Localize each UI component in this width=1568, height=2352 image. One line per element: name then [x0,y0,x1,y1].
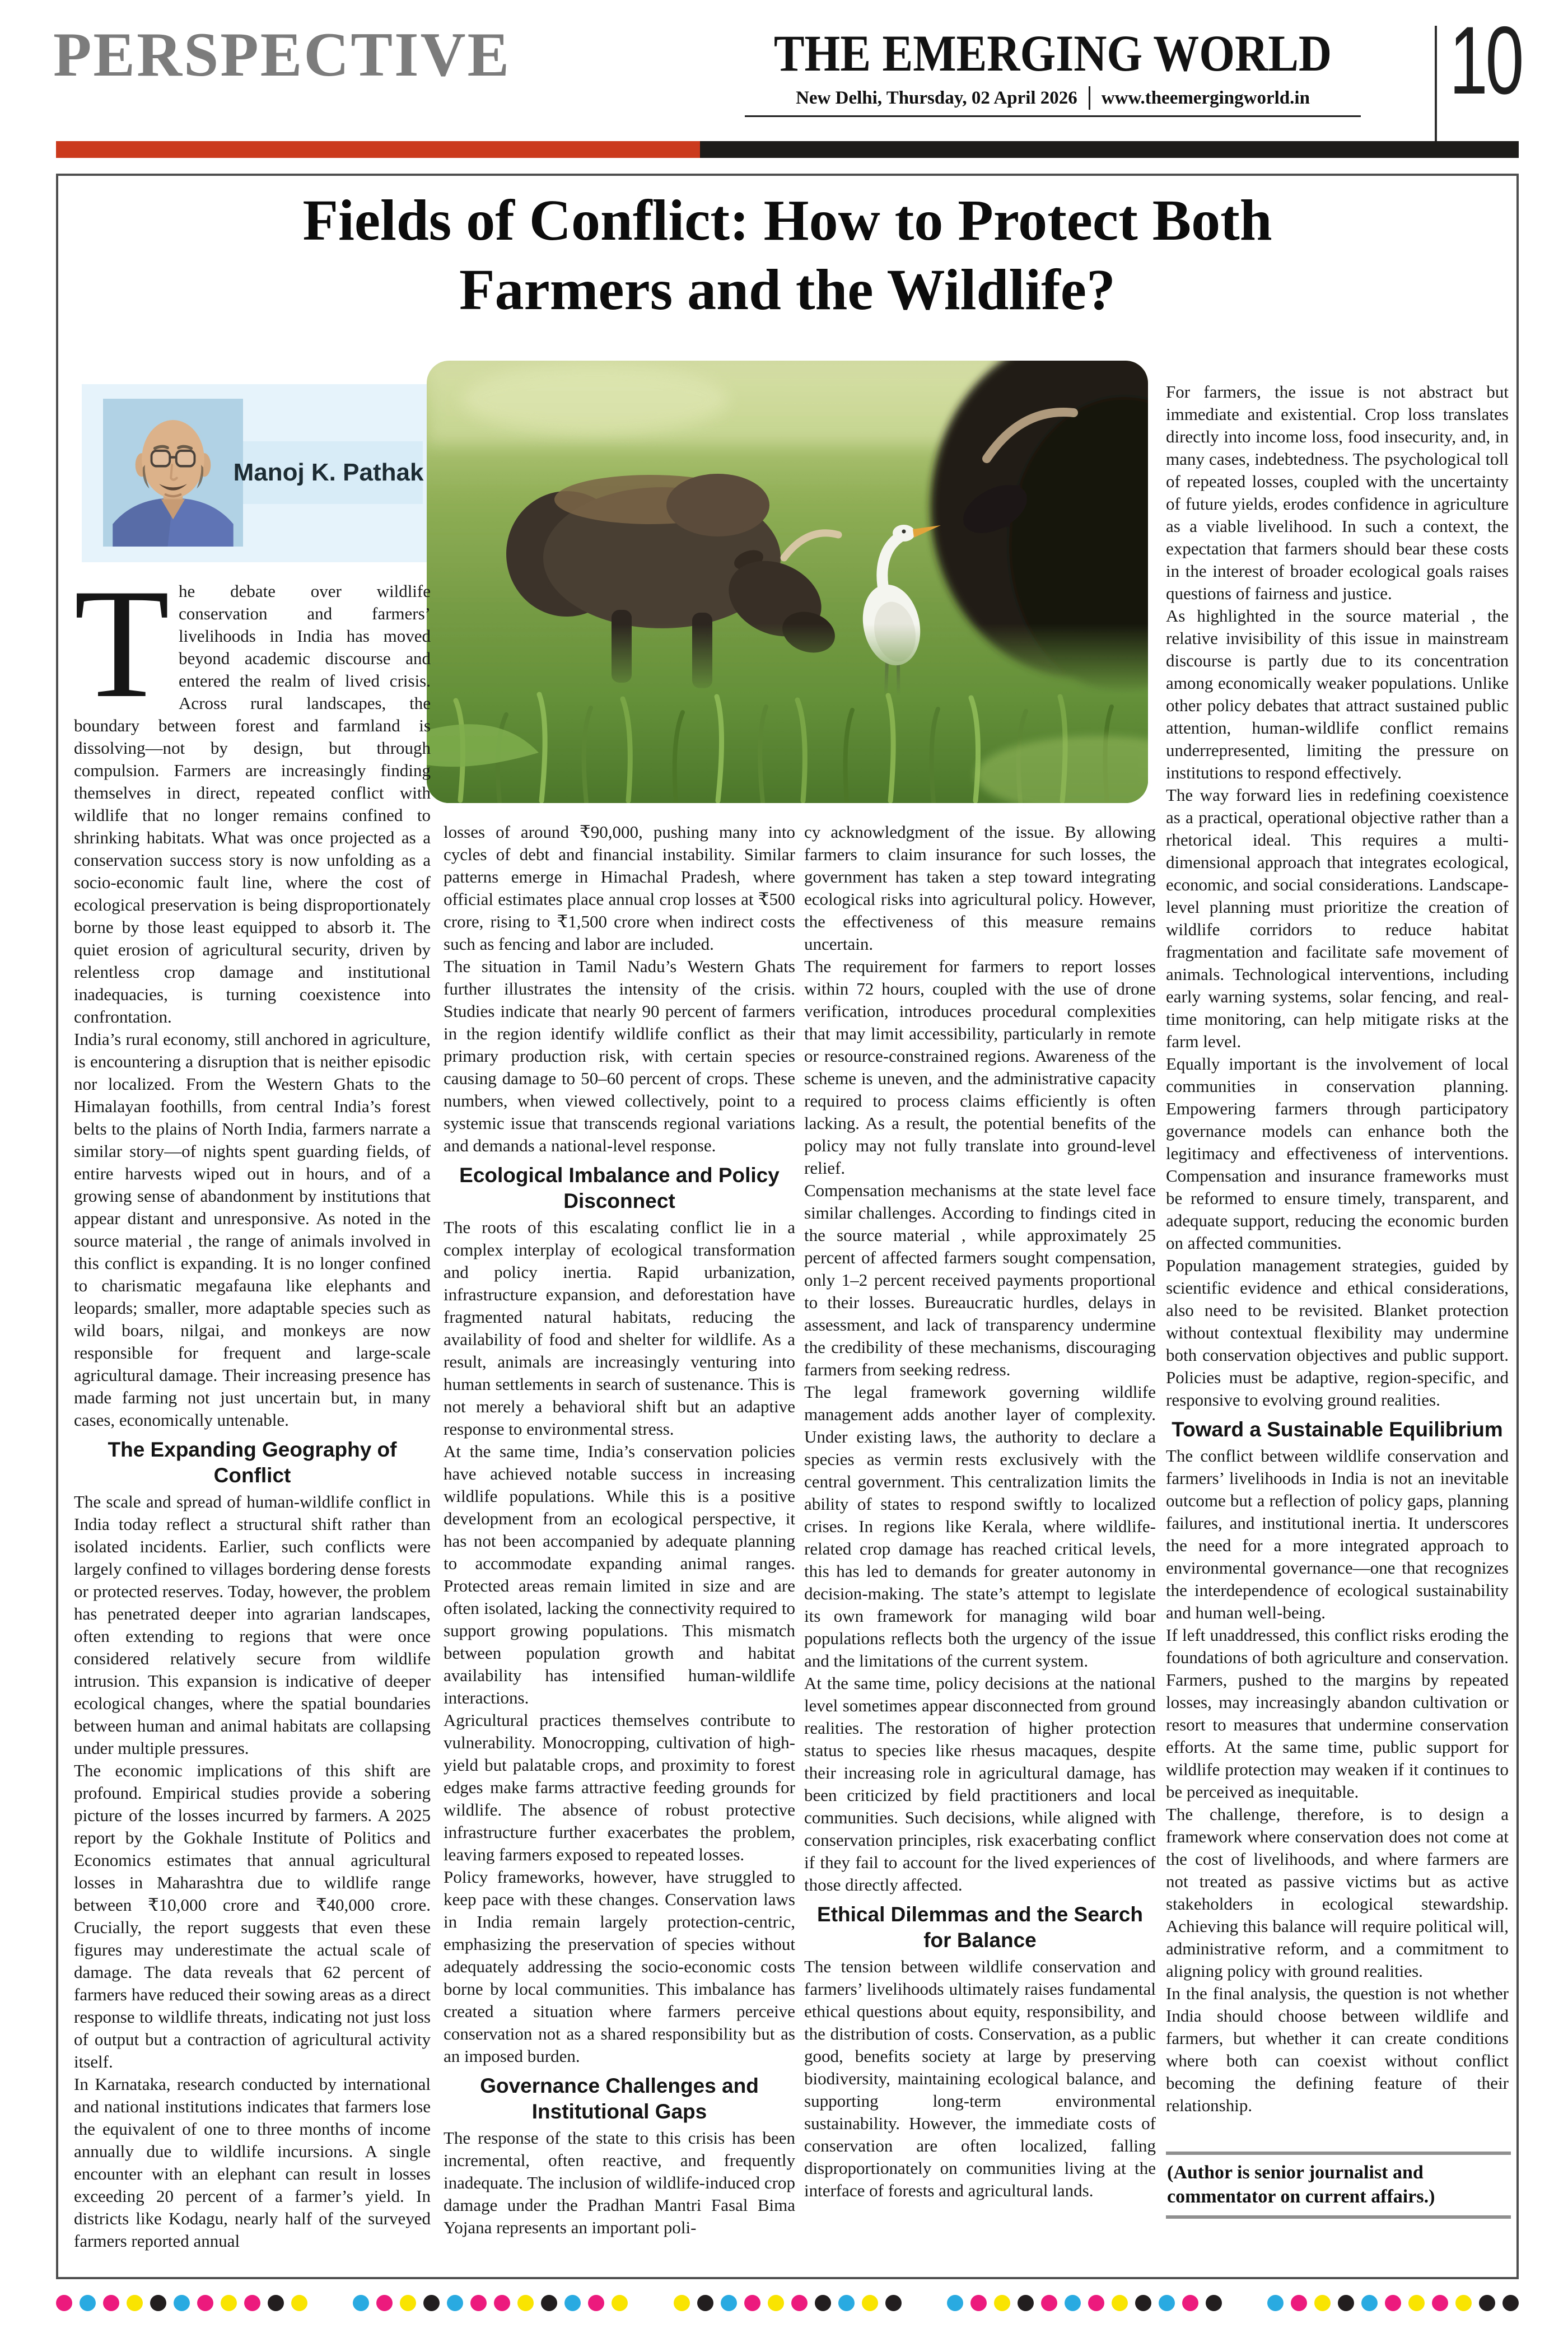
body-paragraph: The situation in Tamil Nadu’s Western Ghats further illustrates the intensity of the crisis. Studies indicate that nearly 90 percent of farmers in the region identify wildlife conflict as their primary production risk, with certain species causing damage to 50–60 percent of crops. These numbers, when viewed collectively, point to a systemic issue that transcends regional variations and demands a national-level response. [444,956,795,1155]
registration-dot [1479,2295,1495,2311]
article-column-2 [444,821,795,2271]
body-paragraph: The economic implications of this shift are profound. Empirical studies provide a sobering picture of the losses incurred by farmers. A 2025 report by the Gokhale Institute of Politics and Economics estimates that annual agricultural losses in Maharashtra due to wildlife range between ₹10,000 crore and ₹40,000 crore. Crucially, the report suggests that even these figures may underestimate the actual scale of damage. The data reveals that 62 percent of farmers have reduced their sowing areas as a direct response to wildlife threats, indicating not just loss of output but a contraction of agricultural activity itself. [74,1761,431,2071]
registration-dot [970,2295,987,2311]
body-paragraph: The conflict between wildlife conservation and farmers’ livelihoods in India is not an inevitable outcome but a reflection of policy gaps, planning failures, and institutional inertia. It underscores the need for a more integrated approach to environmental governance—one that recognizes the interdependence of ecological sustainability and human well-being. [1166,1446,1509,1622]
registration-dot [80,2295,96,2311]
body-paragraph: Policy frameworks, however, have struggled to keep pace with these changes. Conservation laws in India remain largely protection-centric, emphasizing the preservation of species without adequately addressing the socio-economic costs borne by local communities. This imbalance has created a situation where farmers perceive conservation not as a shared responsibility but as an imposed burden. [444,1867,795,2066]
registration-dot [1112,2295,1128,2311]
registration-dot [815,2295,831,2311]
registration-dot [791,2295,808,2311]
article-box [56,174,1519,2279]
body-paragraph: cy acknowledgment of the issue. By allowing farmers to claim insurance for such losses, the government has taken a step toward integrating ecological risks into agricultural policy. However, the effectiveness of this measure remains uncertain. [804,822,1156,954]
dot-group [56,2295,307,2311]
author-credit: (Author is senior journalist and commentator on current affairs.) [1166,2152,1511,2219]
dateline-divider [1089,86,1090,110]
article-column-1 [74,580,431,2260]
body-paragraph: In the final analysis, the question is not whether India should choose between wildlife and farmers, but whether it can create conditions where both can coexist without conflict becoming the defining feature of their relationship. [1166,1984,1509,2115]
registration-dot [197,2295,213,2311]
registration-dot [838,2295,855,2311]
registration-dot [353,2295,369,2311]
registration-dot [1182,2295,1198,2311]
body-paragraph: As highlighted in the source material , the relative invisibility of this issue in mainstream discourse is partly due to its concentration among economically weaker populations. Unlike other policy debates that attract sustained public attention, human-wildlife conflict remains underrepresented, limiting the pressure on institutions to respond effectively. [1166,606,1509,782]
registration-dot [1206,2295,1222,2311]
body-paragraph: Agricultural practices themselves contribute to vulnerability. Monocropping, cultivation of high-yield but palatable crops, and proximity to forest edges make farms attractive feeding grounds for wildlife. The absence of robust protective infrastructure further exacerbates the problem, leaving farmers exposed to repeated losses. [444,1710,795,1864]
header-rule-bar [56,141,1519,158]
dot-group [674,2295,902,2311]
registration-dots [56,2295,1519,2311]
body-paragraph: The legal framework governing wildlife management adds another layer of complexity. Under existing laws, the authority to declare a species as vermin rests exclusively with the central government. This centralization limits the ability of states to respond swiftly to localized crises. In regions like Kerala, where wildlife-related crop damage has reached critical levels, this has led to demands for greater autonomy in decision-making. The state’s attempt to legislate its own framework for managing wild boar populations reflects both the urgency of the issue and the limitations of the current system. [804,1382,1156,1670]
masthead [745,25,1361,117]
body-paragraph: Equally important is the involvement of local communities in conservation planning. Empowering farmers through participatory governance models can enhance both the legitimacy and effectiveness of interventions. Compensation and insurance frameworks must be reformed to ensure timely, transparent, and adequate support, reducing the economic burden on affected communities. [1166,1054,1509,1253]
author-name: Manoj K. Pathak [233,459,424,486]
registration-dot [376,2295,393,2311]
body-paragraph: At the same time, India’s conservation policies have achieved notable success in increasing wildlife populations. While this is a positive development from an ecological perspective, it has not been accompanied by adequate planning to accommodate expanding animal ranges. Protected areas remain limited in size and are often isolated, lacking the connectivity required to support growing populations. This mismatch between population growth and habitat availability has intensified human-wildlife interactions. [444,1441,795,1707]
article-column-3 [804,821,1156,2271]
registration-dot [1455,2295,1472,2311]
body-paragraph: The way forward lies in redefining coexistence as a practical, operational objective rather than a rhetorical ideal. This requires a multi-dimensional approach that integrates ecological, economic, and social considerations. Landscape-level planning must prioritize the creation of wildlife corridors to reduce habitat fragmentation and facilitate safe movement of animals. Technological interventions, including early warning systems, solar fencing, and real-time monitoring, can help mitigate risks at the farm level. [1166,785,1509,1051]
registration-dot [56,2295,72,2311]
registration-dot [174,2295,190,2311]
body-paragraph: In Karnataka, research conducted by international and national institutions indicates that farmers lose the equivalent of one to three months of income annually due to wildlife incursions. A single encounter with an elephant can result in losses exceeding 20 percent of a farmer’s yield. In districts like Kodagu, nearly half of the surveyed farmers reported annual [74,2074,431,2251]
body-paragraph: The challenge, therefore, is to design a framework where conservation does not come at the cost of livelihoods, and where farmers are not treated as passive victims but as active stakeholders in ecological stewardship. Achieving this balance will require political will, administrative reform, and a commitment to aligning policy with ground realities. [1166,1804,1509,1981]
dateline-row [745,86,1361,117]
article-column-4 [1166,381,1509,2145]
article-headline: Fields of Conflict: How to Protect Both Farmers and the Wildlife? [302,188,1272,322]
registration-dot [1314,2295,1331,2311]
section-subheading: Ethical Dilemmas and the Search for Balance [817,1903,1143,1952]
body-paragraph: The tension between wildlife conservation and farmers’ livelihoods ultimately raises fundamental ethical questions about equity, responsibility, and the distribution of costs. Conservation, as a public good, benefits society at large by preserving biodiversity, maintaining ecological balance, and supporting long-term environmental sustainability. However, the immediate costs of conservation are often localized, falling disproportionately on communities living at the interface of forests and agricultural lands. [804,1957,1156,2200]
body-paragraph: India’s rural economy, still anchored in agriculture, is encountering a disruption that is neither episodic nor localized. From the Western Ghats to the Himalayan foothills, from central India’s forest belts to the plains of North India, farmers narrate a similar story—of nights spent guarding fields, of entire harvests wiped out in hours, and of a growing sense of abandonment by institutions that appear distant and unresponsive. As noted in the source material , the range of animals involved in this conflict is expanding. It is no longer confined to charismatic megafauna like elephants and leopards; smaller, more adaptable species such as wild boars, nilgai, and monkeys are now responsible for frequent and large-scale agricultural damage. Their increasing presence has made farming not just uncertain but, in many cases, economically untenable. [74,1029,431,1430]
header-rule-black-segment [700,141,1519,158]
registration-dot [564,2295,581,2311]
registration-dot [1291,2295,1307,2311]
body-paragraph: The debate over wildlife conservation and farmers’ livelihoods in India has moved beyond academic discourse and entered the realm of lived crisis. Across rural landscapes, the boundary between forest and farmland is dissolving—not by design, but through compulsion. Farmers are increasingly finding themselves in direct, repeated conflict with wildlife that no longer remains confined to shrinking habitats. What was once projected as a conservation success story is now unfolding as a socio-economic fault line, where the cost of ecological preservation is being disproportionately borne by those least equipped to absorb it. The quiet erosion of agricultural security, driven by relentless crop damage and institutional inadequacies, is turning coexistence into confrontation. [74,580,431,1026]
page-number-rule [1435,26,1437,142]
body-paragraph: At the same time, policy decisions at the national level sometimes appear disconnected from ground realities. The restoration of higher protection status to species like rhesus macaques, despite their increasing role in agricultural damage, has been criticized by field practitioners and local communities. Such decisions, while aligned with conservation principles, risk exacerbating conflict if they fail to account for the lived experiences of those directly affected. [804,1673,1156,1894]
section-subheading: Toward a Sustainable Equilibrium [1172,1418,1503,1441]
registration-dot [947,2295,963,2311]
registration-dot [1041,2295,1057,2311]
registration-dot [721,2295,737,2311]
registration-dot [674,2295,690,2311]
registration-dot [1385,2295,1401,2311]
registration-dot [744,2295,760,2311]
registration-dot [862,2295,878,2311]
registration-dot [268,2295,284,2311]
section-title: PERSPECTIVE [53,20,511,90]
body-paragraph: Compensation mechanisms at the state level face similar challenges. According to findings cited in the source material , while approximately 25 percent of affected farmers sought compensation, only 1–2 percent received payments proportional to their losses. Bureaucratic hurdles, delays in assessment, and lack of transparency undermine the credibility of these mechanisms, discouraging farmers from seeking redress. [804,1180,1156,1379]
website-url: www.theemergingworld.in [1101,87,1310,108]
registration-dot [470,2295,487,2311]
registration-dot [1018,2295,1034,2311]
body-paragraph: Population management strategies, guided by scientific evidence and ethical considerations, also need to be revisited. Blanket protection without contextual flexibility may undermine both conservation objectives and public support. Policies must be adaptive, region-specific, and responsive to evolving ground realities. [1166,1256,1509,1410]
registration-dot [517,2295,534,2311]
registration-dot [494,2295,510,2311]
registration-dot [1088,2295,1104,2311]
registration-dot [1361,2295,1378,2311]
section-subheading: Governance Challenges and Institutional Gaps [480,2074,759,2123]
registration-dot [400,2295,416,2311]
body-paragraph: losses of around ₹90,000, pushing many into cycles of debt and financial instability. Similar patterns emerge in Himachal Pradesh, where official estimates place annual crop losses at ₹500 crore, rising to ₹1,500 crore when indirect costs such as fencing and labor are included. [444,822,795,954]
registration-dot [1135,2295,1151,2311]
author-box [82,384,432,562]
registration-dot [612,2295,628,2311]
body-paragraph: The roots of this escalating conflict lie in a complex interplay of ecological transformation and policy inertia. Rapid urbanization, infrastructure expansion, and deforestation have fragmented natural habitats, reducing the availability of food and shelter for wildlife. As a result, animals are increasingly venturing into human settlements in search of sustenance. This is not merely a behavioral shift but an adaptive response to environmental stress. [444,1217,795,1439]
registration-dot [885,2295,902,2311]
registration-dot [244,2295,260,2311]
registration-dot [994,2295,1010,2311]
body-paragraph: The requirement for farmers to report losses within 72 hours, coupled with the use of drone verification, introduces procedural complexities that may limit accessibility, particularly in remote or resource-constrained regions. Awareness of the scheme is uneven, and the administrative capacity required to process claims efficiently is often lacking. As a result, the potential benefits of the policy may not fully translate into ground-level relief. [804,956,1156,1178]
author-photo [103,399,243,547]
registration-dot [1159,2295,1175,2311]
registration-dot [127,2295,143,2311]
registration-dot [1065,2295,1081,2311]
body-paragraph: The response of the state to this crisis has been incremental, often reactive, and frequently inadequate. The inclusion of wildlife-induced crop damage under the Pradhan Mantri Fasal Bima Yojana represents an important poli- [444,2128,795,2237]
wildlife-photo [427,361,1148,803]
registration-dot [1502,2295,1519,2311]
registration-dot [291,2295,307,2311]
registration-dot [1432,2295,1448,2311]
dot-group [1267,2295,1519,2311]
registration-dot [588,2295,604,2311]
body-paragraph: The scale and spread of human-wildlife conflict in India today reflect a structural shift rather than isolated incidents. Earlier, such conflicts were largely confined to villages bordering dense forests or protected reserves. Today, however, the problem has penetrated deeper into agrarian landscapes, often extending to regions that were once considered relatively secure from wildlife intrusion. This expansion is indicative of deeper ecological changes, where the spatial boundaries between human and animal habitats are collapsing under multiple pressures. [74,1492,431,1758]
dot-group [353,2295,628,2311]
registration-dot [221,2295,237,2311]
section-subheading: Ecological Imbalance and Policy Disconnect [459,1164,780,1212]
registration-dot [423,2295,440,2311]
header-rule-red-segment [56,141,700,158]
dateline: New Delhi, Thursday, 02 April 2026 [796,87,1077,108]
registration-dot [697,2295,713,2311]
registration-dot [768,2295,784,2311]
section-subheading: The Expanding Geography of Conflict [108,1438,397,1487]
registration-dot [103,2295,119,2311]
masthead-title: THE EMERGING WORLD [773,25,1332,82]
body-paragraph: If left unaddressed, this conflict risks eroding the foundations of both agriculture and conservation. Farmers, pushed to the margins by repeated losses, may increasingly abandon cultivation or resort to measures that undermine conservation efforts. At the same time, public support for wildlife protection may weaken if it continues to be perceived as inequitable. [1166,1625,1509,1802]
registration-dot [150,2295,166,2311]
dot-group [947,2295,1222,2311]
registration-dot [1267,2295,1284,2311]
registration-dot [1338,2295,1354,2311]
registration-dot [447,2295,463,2311]
body-paragraph: For farmers, the issue is not abstract but immediate and existential. Crop loss translates directly into income loss, food insecurity, and, in many cases, indebtedness. The psychological toll of repeated losses, coupled with the uncertainty of future yields, erodes confidence in agriculture as a viable livelihood. In such a context, the expectation that farmers should bear these costs in the interest of broader ecological goals raises questions of fairness and justice. [1166,382,1509,603]
page-number: 10 [1449,7,1522,114]
registration-dot [541,2295,557,2311]
drop-cap: T [74,580,170,730]
registration-dot [1408,2295,1425,2311]
